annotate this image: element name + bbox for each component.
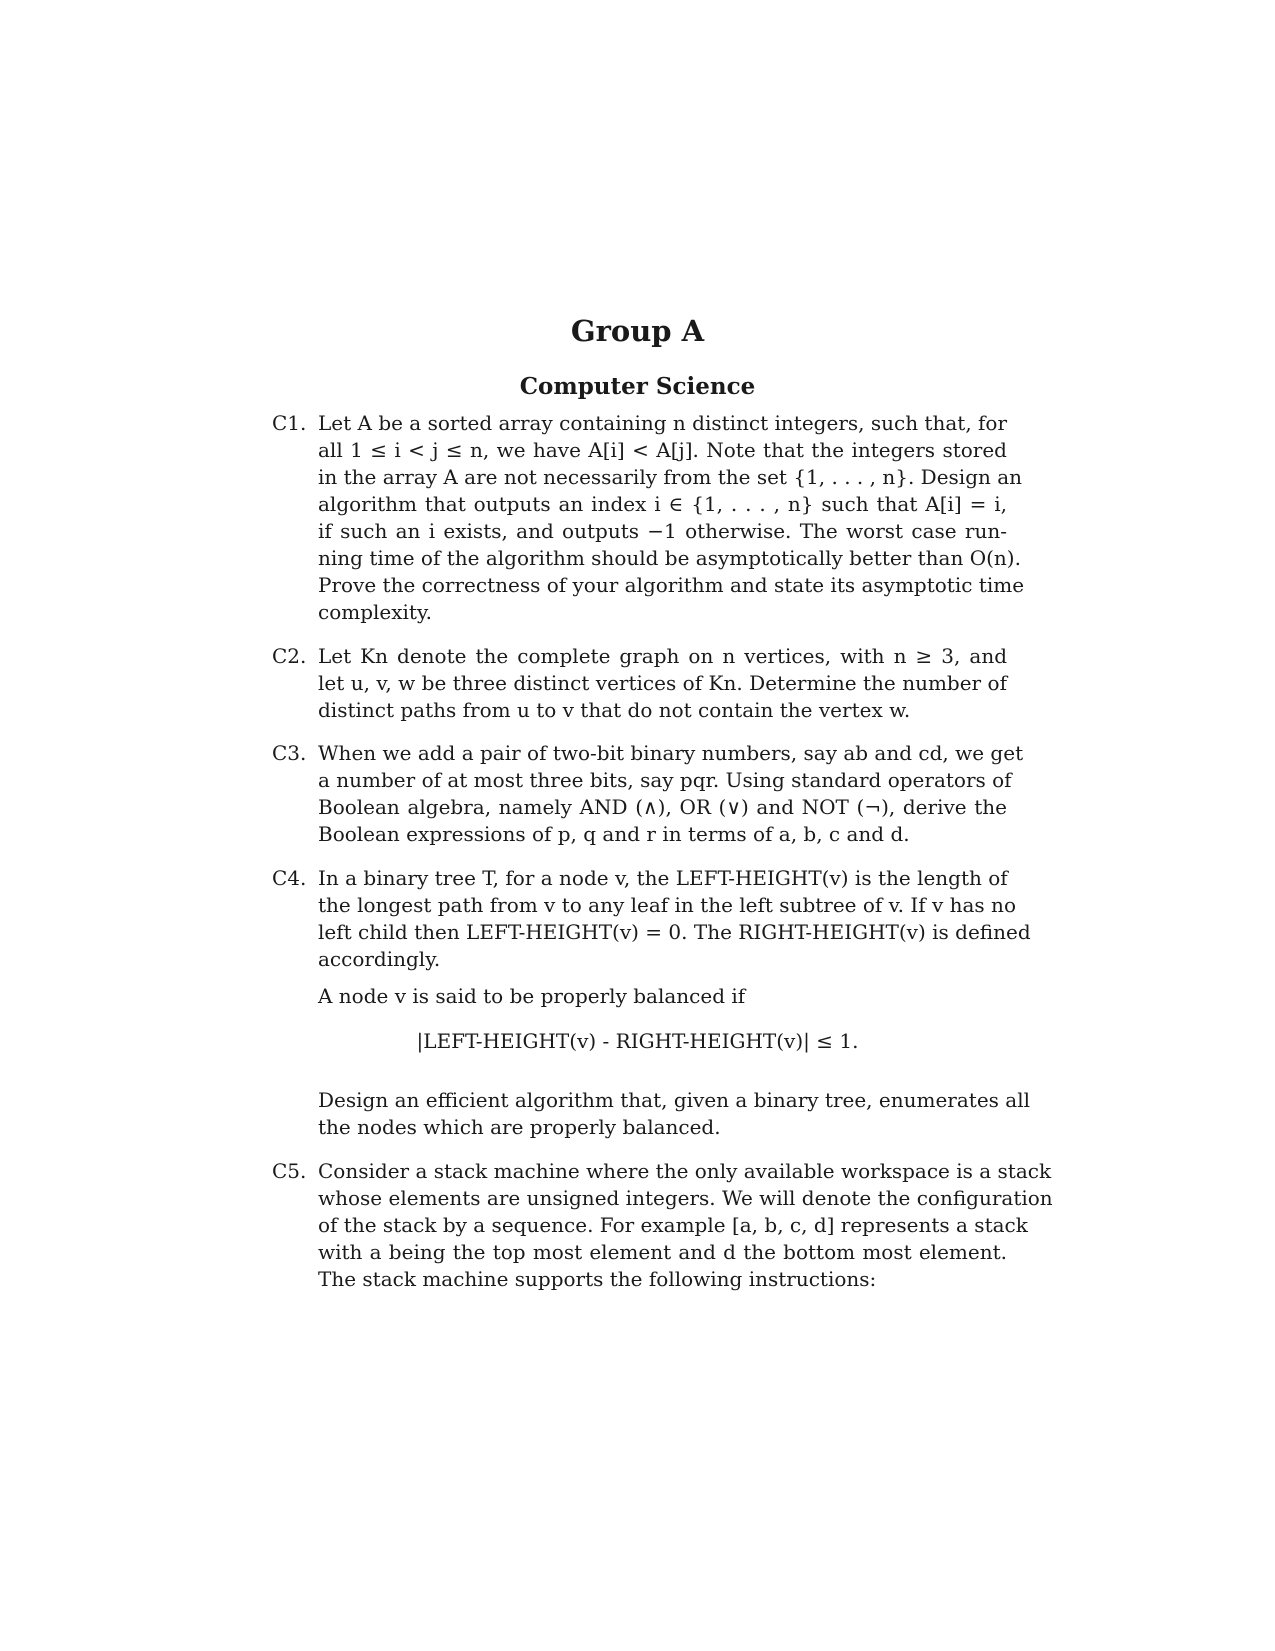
question-text-line: Let Kn denote the complete graph on n vertices, with n ≥ 3, and: [318, 644, 1007, 668]
question-text-line: algorithm that outputs an index i ∈ {1, . . . , n} such that A[i] = i,: [318, 492, 1007, 516]
page-title: Group A: [570, 314, 705, 348]
question-label: C2.: [272, 644, 307, 668]
question-text-line: of the stack by a sequence. For example [a, b, c, d] represents a stack: [318, 1213, 1028, 1237]
question-text-line: if such an i exists, and outputs −1 otherwise. The worst case run-: [318, 519, 1007, 543]
question-text-line: Let A be a sorted array containing n distinct integers, such that, for: [318, 411, 1008, 435]
question-text-line: ning time of the algorithm should be asymptotically better than O(n).: [318, 546, 1021, 570]
question-label: C4.: [272, 866, 307, 890]
question-text-line: the nodes which are properly balanced.: [318, 1115, 721, 1139]
balance-formula: |LEFT-HEIGHT(v) - RIGHT-HEIGHT(v)| ≤ 1.: [416, 1029, 859, 1053]
question-text-line: Consider a stack machine where the only available workspace is a stack: [318, 1159, 1052, 1183]
question-text-line: Boolean expressions of p, q and r in terms of a, b, c and d.: [318, 822, 910, 846]
question-text-line: complexity.: [318, 600, 432, 624]
question-text-line: a number of at most three bits, say pqr. Using standard operators of: [318, 768, 1012, 792]
question-text-line: the longest path from v to any leaf in the left subtree of v. If v has no: [318, 893, 1016, 917]
question-text-line: In a binary tree T, for a node v, the LEFT-HEIGHT(v) is the length of: [318, 866, 1008, 890]
question-text-line: with a being the top most element and d the bottom most element.: [318, 1240, 1007, 1264]
question-label: C5.: [272, 1159, 307, 1183]
question-text-line: The stack machine supports the following instructions:: [318, 1267, 877, 1291]
question-text-line: distinct paths from u to v that do not contain the vertex w.: [318, 698, 911, 722]
question-text-line: Prove the correctness of your algorithm and state its asymptotic time: [318, 573, 1025, 597]
question-text-line: all 1 ≤ i < j ≤ n, we have A[i] < A[j]. Note that the integers stored: [318, 438, 1007, 462]
question-text-line: left child then LEFT-HEIGHT(v) = 0. The RIGHT-HEIGHT(v) is defined: [318, 920, 1031, 944]
question-text-line: When we add a pair of two-bit binary numbers, say ab and cd, we get: [318, 741, 1024, 765]
question-text-line: in the array A are not necessarily from the set {1, . . . , n}. Design an: [318, 465, 1023, 489]
question-text-line: whose elements are unsigned integers. We will denote the configuration: [318, 1186, 1053, 1210]
section-subtitle: Computer Science: [519, 373, 756, 400]
question-text-line: let u, v, w be three distinct vertices of Kn. Determine the number of: [318, 671, 1007, 695]
question-label: C3.: [272, 741, 307, 765]
question-label: C1.: [272, 411, 307, 435]
question-text-line: Boolean algebra, namely AND (∧), OR (∨) and NOT (¬), derive the: [318, 795, 1007, 819]
question-text-line: accordingly.: [318, 947, 441, 971]
question-text-line: Design an efficient algorithm that, given a binary tree, enumerates all: [318, 1088, 1030, 1112]
question-paragraph: A node v is said to be properly balanced if: [318, 984, 746, 1008]
